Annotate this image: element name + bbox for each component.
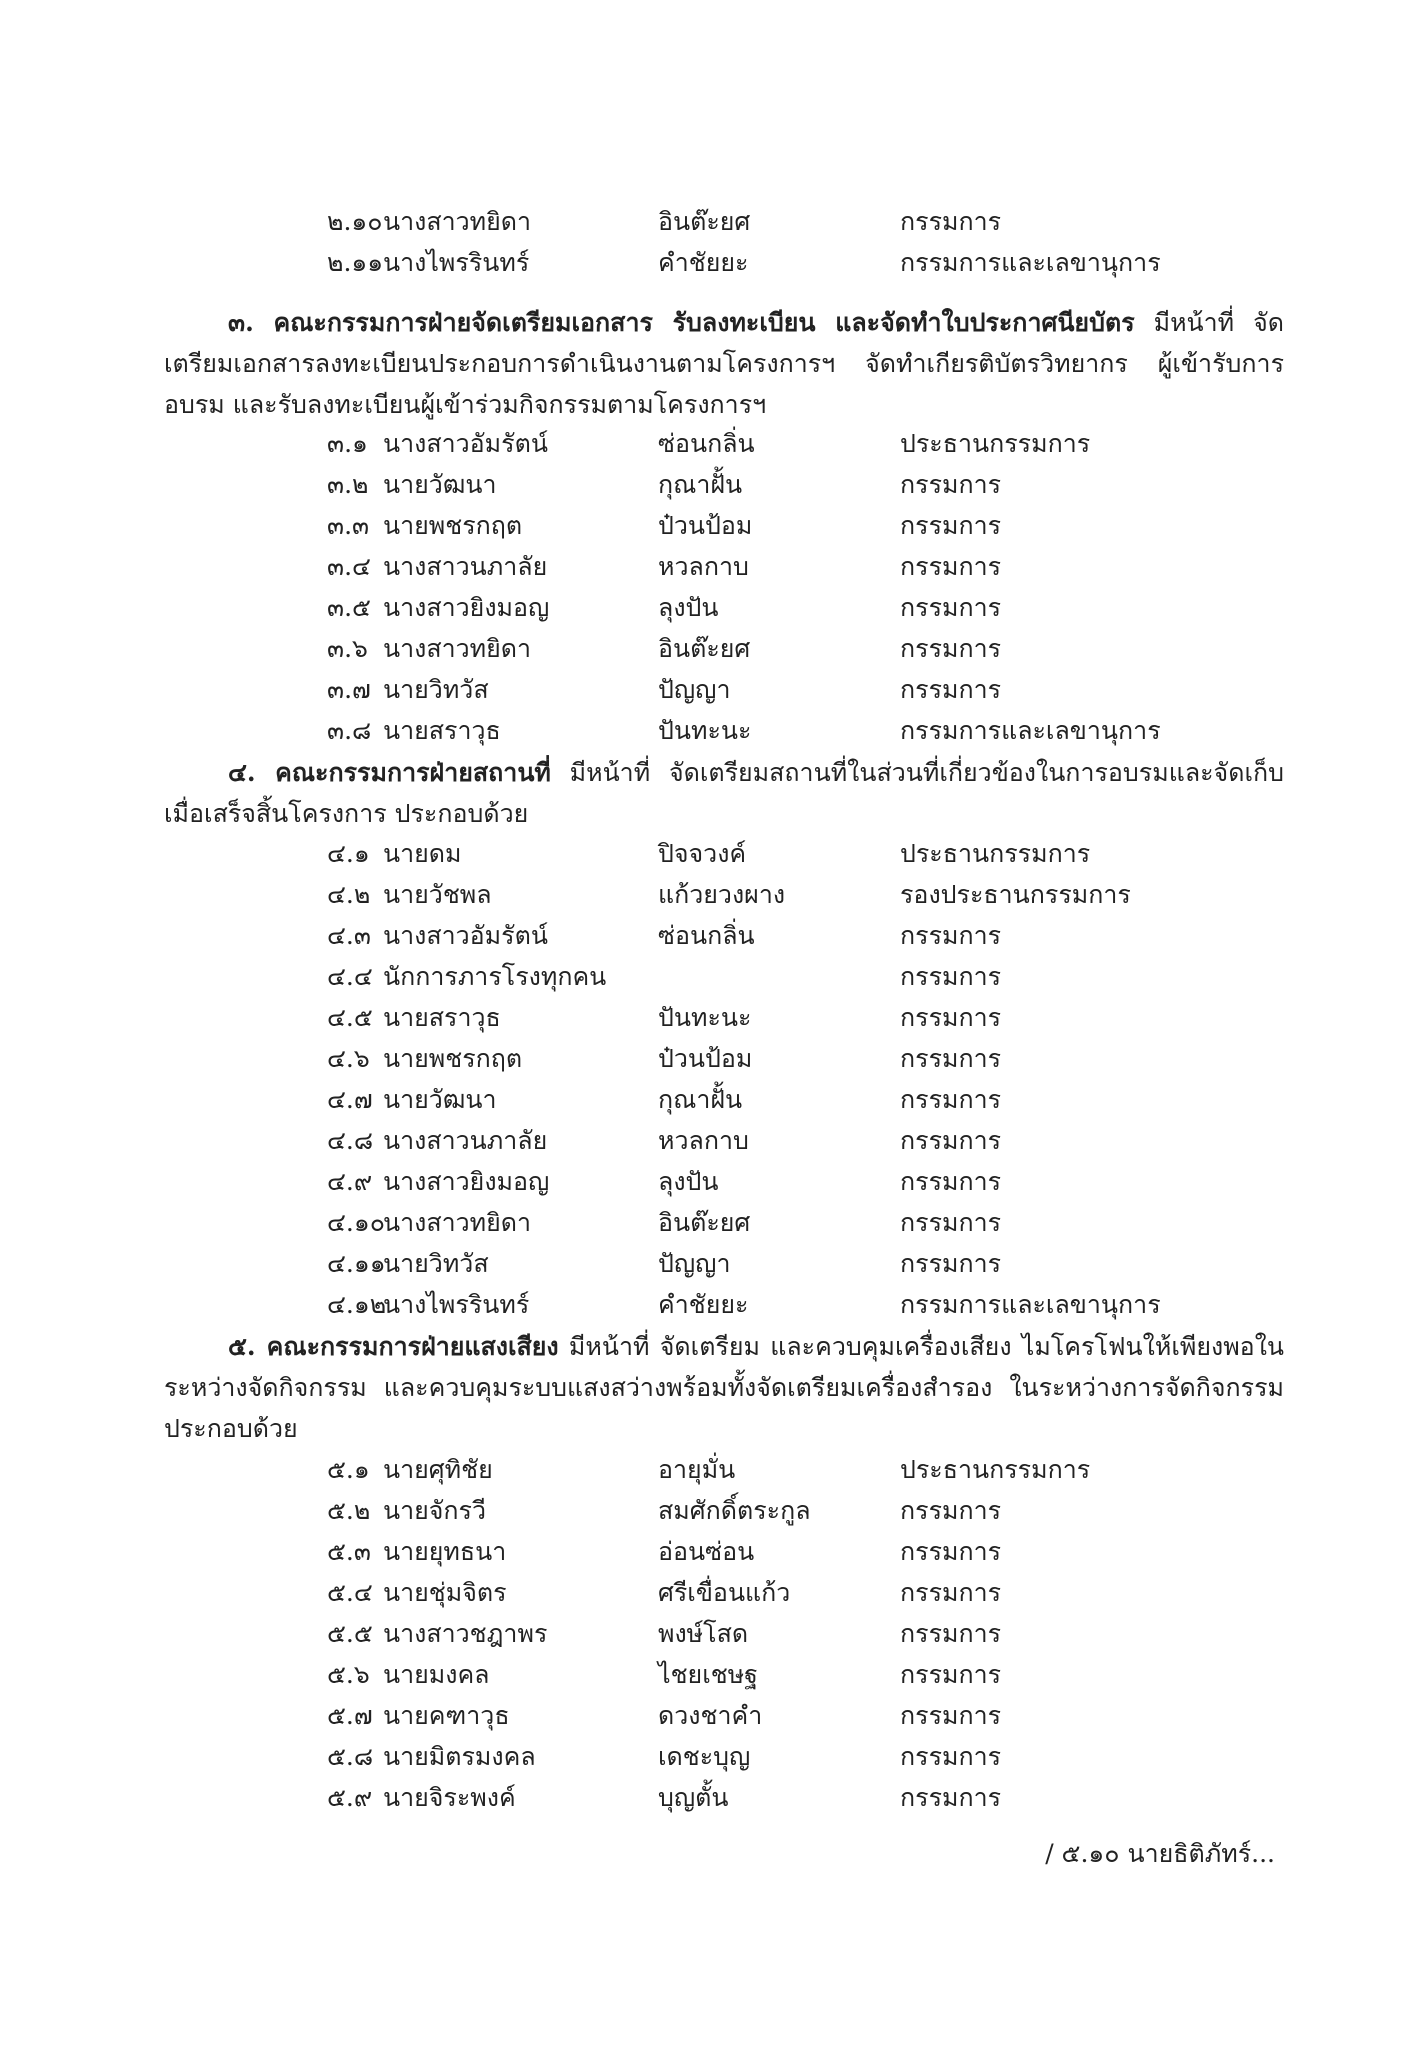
member-last-name: ปิจจวงค์ [658,839,747,868]
member-first-name: นักการภารโรงทุกคน [383,962,607,991]
member-first-name: นางสาวอัมรัตน์ [383,921,548,950]
section-5-paragraph [164,1326,1284,1449]
member-last-name: หวลกาบ [658,1126,749,1155]
member-role: กรรมการ [900,921,1002,950]
member-number: ๔.๒ [327,880,371,909]
member-role: กรรมการ [900,593,1002,622]
member-role: กรรมการ [900,1496,1002,1525]
member-first-name: นางสาวนภาลัย [383,552,548,581]
member-role: กรรมการ [900,634,1002,663]
member-role: กรรมการ [900,1044,1002,1073]
member-number: ๔.๓ [327,921,371,950]
member-number: ๕.๓ [327,1537,371,1566]
member-last-name: คำชัยยะ [658,1290,749,1319]
member-number: ๕.๕ [327,1619,373,1648]
member-first-name: นางไพรรินทร์ [383,1290,530,1319]
section-4-heading: ๔. คณะกรรมการฝ่ายสถานที่ [228,758,551,787]
member-last-name: ซ่อนกลิ่น [658,921,755,950]
member-number: ๒.๑๐ [327,207,383,236]
section-3-description: มีหน้าที่ จัดเตรียมเอกสารลงทะเบียนประกอบการดำเนินงานตามโครงการฯ จัดทำเกียรติบัตรวิทยากร ผู้เข้ารับการอบรม และรับลงทะเบียนผู้เข้าร่วมกิจกรรมตามโครงการฯ [164,308,1285,419]
member-number: ๓.๔ [327,552,371,581]
member-role: กรรมการ [900,207,1002,236]
member-role: กรรมการ [900,1167,1002,1196]
member-first-name: นางสาวยิงมอญ [383,593,550,622]
member-last-name: ลุงปัน [658,593,719,622]
continuation-footer: / ๕.๑๐ นายธิติภัทร์... [1045,1839,1275,1868]
member-first-name: นายศุทิชัย [383,1455,493,1484]
member-first-name: นายวัฒนา [383,1085,497,1114]
member-role: กรรมการ [900,675,1002,704]
member-last-name: อินต๊ะยศ [658,207,751,236]
member-first-name: นางสาวทยิดา [383,634,532,663]
member-number: ๕.๗ [327,1701,373,1730]
member-role: รองประธานกรรมการ [900,880,1131,909]
member-first-name: นางสาวนภาลัย [383,1126,548,1155]
member-last-name: อ่อนซ่อน [658,1537,755,1566]
member-number: ๕.๑ [327,1455,370,1484]
member-last-name: ลุงปัน [658,1167,719,1196]
section-4-paragraph [164,752,1284,834]
member-first-name: นายจักรวี [383,1496,487,1525]
member-last-name: กุณาฝั้น [658,470,743,499]
member-role: กรรมการ [900,1085,1002,1114]
member-role: กรรมการ [900,1783,1002,1812]
member-last-name: อินต๊ะยศ [658,1208,751,1237]
member-last-name: ซ่อนกลิ่น [658,429,755,458]
member-first-name: นายยุทธนา [383,1537,507,1566]
member-last-name: ปัญญา [658,675,731,704]
member-number: ๓.๗ [327,675,371,704]
member-last-name: ปันทะนะ [658,716,752,745]
member-last-name: เดชะบุญ [658,1742,751,1771]
member-role: กรรมการและเลขานุการ [900,716,1161,745]
section-4-description: มีหน้าที่ จัดเตรียมสถานที่ในส่วนที่เกี่ยวข้องในการอบรมและจัดเก็บเมื่อเสร็จสิ้นโครงการ ประกอบด้วย [164,758,1284,828]
section-5-description: มีหน้าที่ จัดเตรียม และควบคุมเครื่องเสียง ไมโครโฟนให้เพียงพอในระหว่างจัดกิจกรรม และควบคุมระบบแสงสว่างพร้อมทั้งจัดเตรียมเครื่องสำรอง ในระหว่างการจัดกิจกรรม ประกอบด้วย [164,1332,1284,1443]
member-number: ๕.๙ [327,1783,373,1812]
member-first-name: นายมิตรมงคล [383,1742,536,1771]
member-last-name: พงษ์โสด [658,1619,749,1648]
member-last-name: ปัญญา [658,1249,731,1278]
member-role: กรรมการ [900,1742,1002,1771]
member-number: ๕.๔ [327,1578,373,1607]
member-role: กรรมการ [900,1537,1002,1566]
member-last-name: สมศักดิ์ตระกูล [658,1496,811,1525]
member-last-name: แก้วยวงผาง [658,880,786,909]
member-last-name: อายุมั่น [658,1455,736,1484]
section-5-heading: ๕. คณะกรรมการฝ่ายแสงเสียง [228,1332,559,1361]
member-first-name: นายวัชพล [383,880,492,909]
member-role: กรรมการ [900,552,1002,581]
member-number: ๔.๔ [327,962,373,991]
member-role: ประธานกรรมการ [900,429,1091,458]
member-role: กรรมการ [900,1208,1002,1237]
member-first-name: นางสาวทยิดา [383,207,532,236]
member-role: ประธานกรรมการ [900,1455,1091,1484]
member-number: ๓.๘ [327,716,372,745]
member-number: ๕.๒ [327,1496,371,1525]
member-last-name: ปันทะนะ [658,1003,752,1032]
member-first-name: นายคฑาวุธ [383,1701,510,1730]
member-role: กรรมการ [900,1249,1002,1278]
member-number: ๕.๘ [327,1742,374,1771]
member-role: กรรมการ [900,1701,1002,1730]
member-number: ๓.๓ [327,511,370,540]
member-role: กรรมการ [900,470,1002,499]
member-number: ๔.๖ [327,1044,370,1073]
member-first-name: นายดม [383,839,462,868]
member-first-name: นายพชรกฤต [383,511,523,540]
member-first-name: นางไพรรินทร์ [383,248,530,277]
member-first-name: นางสาวทยิดา [383,1208,532,1237]
member-last-name: ป๋วนป้อม [658,1044,753,1073]
member-number: ๔.๗ [327,1085,373,1114]
member-role: กรรมการ [900,962,1002,991]
member-number: ๕.๖ [327,1660,370,1689]
member-last-name: ป๋วนป้อม [658,511,753,540]
member-first-name: นายพชรกฤต [383,1044,523,1073]
member-role: กรรมการ [900,1003,1002,1032]
member-role: กรรมการและเลขานุการ [900,248,1161,277]
member-role: กรรมการ [900,1126,1002,1155]
member-role: กรรมการและเลขานุการ [900,1290,1161,1319]
member-first-name: นายวิทวัส [383,1249,489,1278]
member-number: ๒.๑๑ [327,248,384,277]
member-last-name: หวลกาบ [658,552,749,581]
member-role: กรรมการ [900,1619,1002,1648]
member-number: ๓.๕ [327,593,371,622]
section-3-paragraph [164,302,1284,425]
member-first-name: นายจิระพงค์ [383,1783,516,1812]
member-first-name: นายชุ่มจิตร [383,1578,507,1607]
member-first-name: นายสราวุธ [383,716,501,745]
member-role: กรรมการ [900,1660,1002,1689]
member-number: ๓.๑ [327,429,368,458]
member-first-name: นางสาวอัมรัตน์ [383,429,548,458]
member-number: ๔.๑๒ [327,1290,387,1319]
member-first-name: นายวิทวัส [383,675,489,704]
member-last-name: บุญตั้น [658,1783,729,1812]
member-first-name: นายวัฒนา [383,470,497,499]
member-role: กรรมการ [900,1578,1002,1607]
member-last-name: อินต๊ะยศ [658,634,751,663]
member-first-name: นางสาวยิงมอญ [383,1167,550,1196]
member-number: ๓.๖ [327,634,368,663]
member-first-name: นางสาวชฎาพร [383,1619,548,1648]
member-last-name: ดวงชาคำ [658,1701,763,1730]
member-first-name: นายสราวุธ [383,1003,501,1032]
member-role: ประธานกรรมการ [900,839,1091,868]
member-number: ๔.๘ [327,1126,374,1155]
member-number: ๔.๑๑ [327,1249,386,1278]
member-first-name: นายมงคล [383,1660,490,1689]
member-number: ๔.๑ [327,839,370,868]
member-number: ๔.๙ [327,1167,373,1196]
member-number: ๔.๑๐ [327,1208,385,1237]
member-last-name: ไชยเชษฐ [658,1660,758,1689]
member-last-name: กุณาฝั้น [658,1085,743,1114]
member-last-name: ศรีเขื่อนแก้ว [658,1578,791,1607]
member-role: กรรมการ [900,511,1002,540]
member-number: ๓.๒ [327,470,369,499]
section-3-heading: ๓. คณะกรรมการฝ่ายจัดเตรียมเอกสาร รับลงทะเบียน และจัดทำใบประกาศนียบัตร [228,308,1135,337]
member-number: ๔.๕ [327,1003,373,1032]
member-last-name: คำชัยยะ [658,248,749,277]
